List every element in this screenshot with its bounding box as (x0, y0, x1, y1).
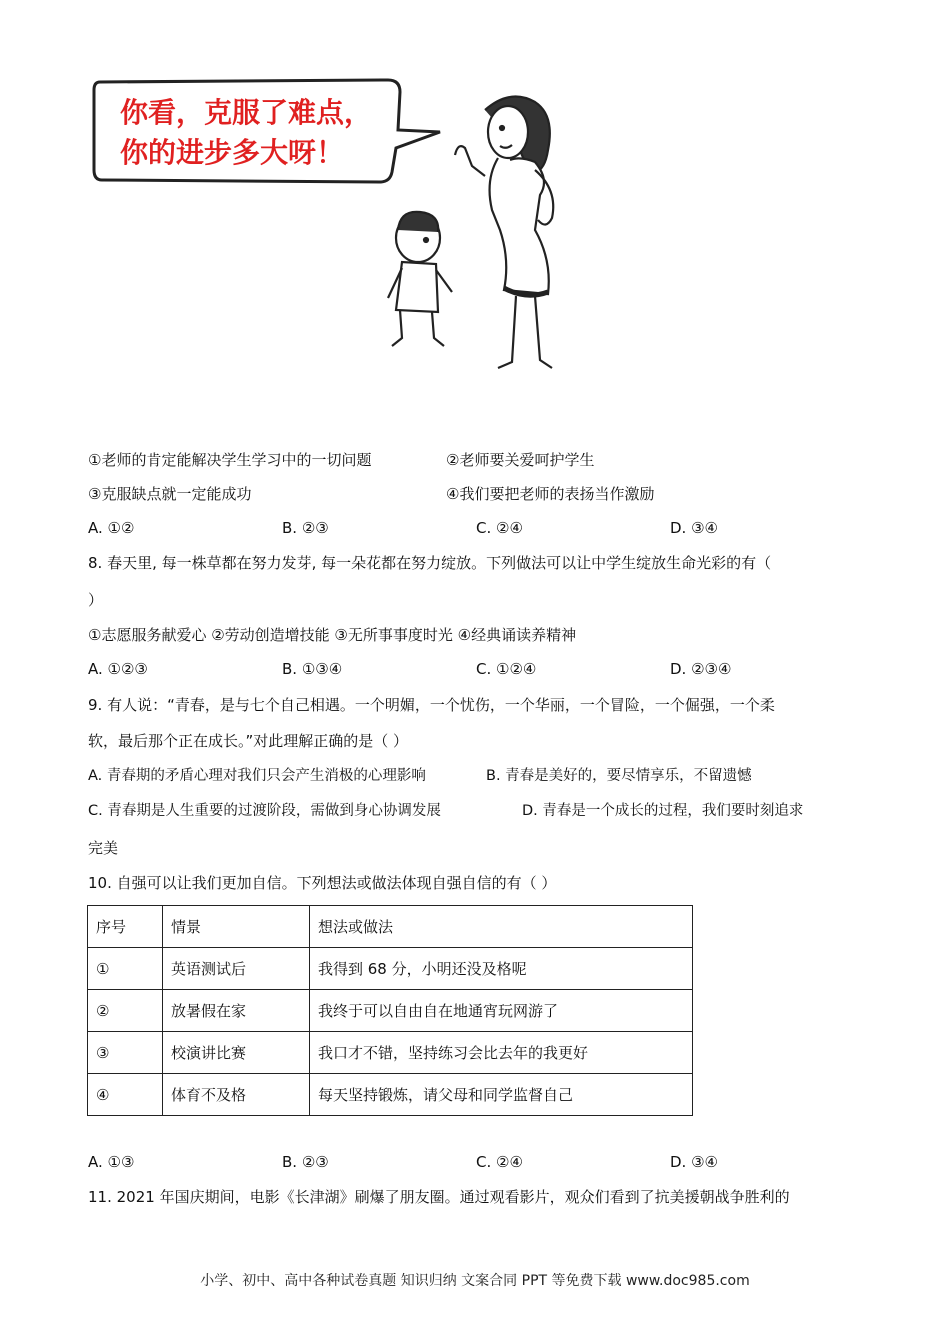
row-scene: 放暑假在家 (163, 990, 310, 1032)
row-scene: 体育不及格 (163, 1074, 310, 1116)
q10-option-c[interactable]: C. ②④ (476, 1153, 523, 1171)
row-number: ④ (88, 1074, 163, 1116)
q7-statement-3: ③克服缺点就一定能成功 (88, 485, 252, 503)
q8-option-a[interactable]: A. ①②③ (88, 660, 148, 678)
q7-option-b[interactable]: B. ②③ (282, 519, 329, 537)
q10-option-a[interactable]: A. ①③ (88, 1153, 135, 1171)
q8-statements: ①志愿服务献爱心 ②劳动创造增技能 ③无所事事度时光 ④经典诵读养精神 (88, 626, 577, 644)
q9-option-d-continued: 完美 (88, 839, 119, 857)
child-figure (388, 212, 452, 346)
q11-question-line-1: 11. 2021 年国庆期间，电影《长津湖》刷爆了朋友圈。通过观看影片，观众们看到了抗美援朝战争胜利的 (88, 1188, 790, 1206)
q8-question-line-2: ） (88, 591, 104, 609)
q9-option-c[interactable]: C. 青春期是人生重要的过渡阶段，需做到身心协调发展 (88, 803, 441, 819)
row-action: 每天坚持锻炼，请父母和同学监督自己 (310, 1074, 693, 1116)
page-footer: 小学、初中、高中各种试卷真题 知识归纳 文案合同 PPT 等免费下载 www.doc985.com (200, 1273, 750, 1289)
table-row (88, 1032, 693, 1074)
row-number: ③ (88, 1032, 163, 1074)
q7-statement-4: ④我们要把老师的表扬当作激励 (446, 485, 655, 503)
q8-option-d[interactable]: D. ②③④ (670, 660, 732, 678)
teacher-praise-illustration (80, 70, 600, 390)
header-number: 序号 (88, 906, 163, 948)
q10-scenario-table (87, 905, 693, 1116)
header-action: 想法或做法 (310, 906, 693, 948)
q10-question: 10. 自强可以让我们更加自信。下列想法或做法体现自强自信的有（ ） (88, 874, 557, 892)
q10-option-d[interactable]: D. ③④ (670, 1153, 718, 1171)
table-row (88, 1074, 693, 1116)
row-number: ② (88, 990, 163, 1032)
row-action: 我口才不错，坚持练习会比去年的我更好 (310, 1032, 693, 1074)
q8-option-b[interactable]: B. ①③④ (282, 660, 343, 678)
row-action: 我得到 68 分，小明还没及格呢 (310, 948, 693, 990)
q9-question-line-2: 软，最后那个正在成长。”对此理解正确的是（ ） (88, 732, 409, 750)
q7-statement-2: ②老师要关爱呵护学生 (446, 451, 595, 469)
speech-bubble (94, 80, 440, 182)
row-action: 我终于可以自由自在地通宵玩网游了 (310, 990, 693, 1032)
q7-option-c[interactable]: C. ②④ (476, 519, 523, 537)
bubble-line-1: 你看，克服了难点， (120, 96, 373, 129)
q8-option-c[interactable]: C. ①②④ (476, 660, 537, 678)
teacher-figure (455, 97, 553, 368)
q9-question-line-1: 9. 有人说：“青春，是与七个自己相遇。一个明媚，一个忧伤，一个华丽，一个冒险，一个倔强，一个柔 (88, 696, 775, 714)
q9-option-d[interactable]: D. 青春是一个成长的过程，我们要时刻追求 (522, 803, 804, 819)
row-scene: 英语测试后 (163, 948, 310, 990)
q10-option-b[interactable]: B. ②③ (282, 1153, 329, 1171)
table-header-row (88, 906, 693, 948)
q9-option-a[interactable]: A. 青春期的矛盾心理对我们只会产生消极的心理影响 (88, 768, 426, 784)
q7-option-a[interactable]: A. ①② (88, 519, 135, 537)
row-scene: 校演讲比赛 (163, 1032, 310, 1074)
table-row (88, 990, 693, 1032)
header-scene: 情景 (163, 906, 310, 948)
row-number: ① (88, 948, 163, 990)
q7-statement-1: ①老师的肯定能解决学生学习中的一切问题 (88, 451, 372, 469)
q8-question-line-1: 8. 春天里, 每一株草都在努力发芽, 每一朵花都在努力绽放。下列做法可以让中学生绽放生命光彩的有（ (88, 554, 772, 572)
bubble-line-2: 你的进步多大呀！ (120, 136, 345, 169)
table-row (88, 948, 693, 990)
q7-option-d[interactable]: D. ③④ (670, 519, 718, 537)
q9-option-b[interactable]: B. 青春是美好的，要尽情享乐，不留遗憾 (486, 768, 752, 784)
